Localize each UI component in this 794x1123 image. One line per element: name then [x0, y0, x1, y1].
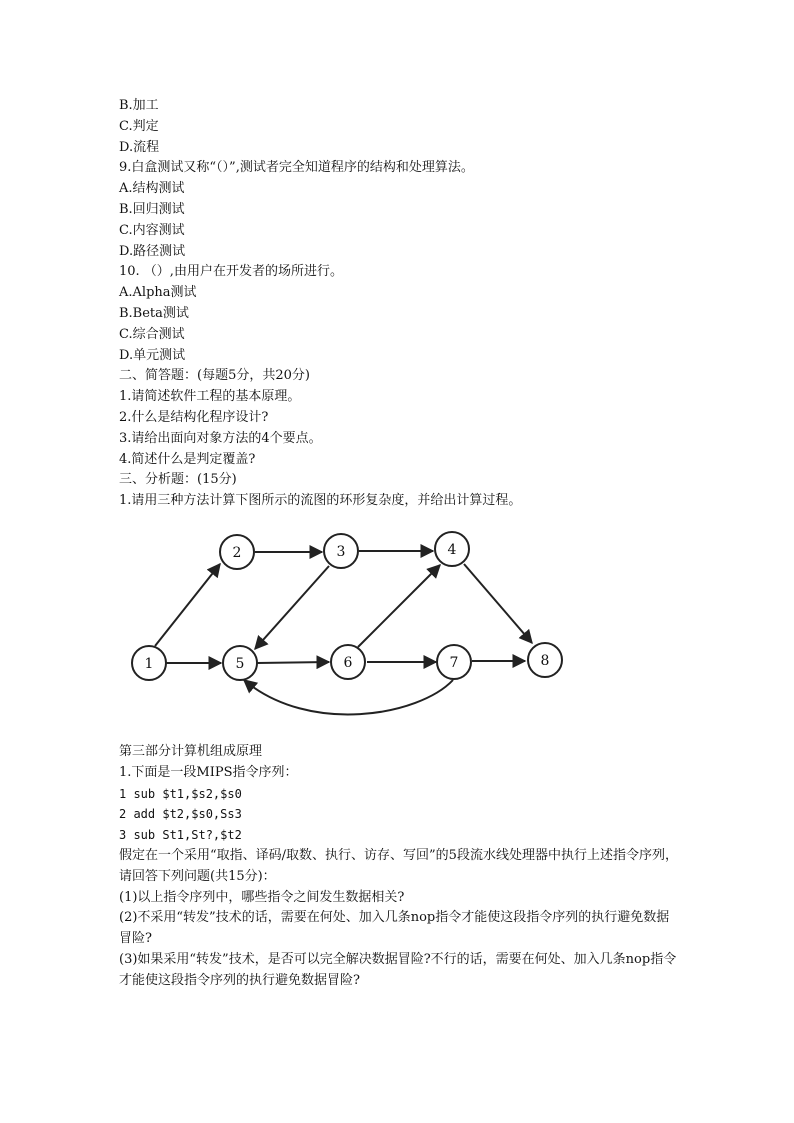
short-answer-1: 1.请简述软件工程的基本原理。 — [119, 389, 301, 405]
node-label-3: 3 — [336, 543, 346, 560]
short-answer-3: 3.请给出面向对象方法的4个要点。 — [119, 430, 322, 446]
edge-6-4 — [358, 565, 440, 647]
option-b: B.回归测试 — [119, 201, 185, 217]
subquestion-1: (1)以上指令序列中，哪些指令之间发生数据相关? — [119, 889, 405, 905]
question-9: 9.白盒测试又称“（）”,测试者完全知道程序的结构和处理算法。 — [119, 160, 474, 176]
edge-4-8 — [464, 564, 532, 643]
node-label-1: 1 — [144, 655, 154, 672]
option-b: B.加工 — [119, 98, 159, 113]
option-a: A.Alpha测试 — [119, 285, 197, 301]
option-c: C.综合测试 — [119, 326, 185, 342]
code-line-2: 2 add $t2,$s0,Ss3 — [119, 807, 242, 822]
subquestion-2: (2)不采用“转发”技术的话，需要在何处、加入几条nop指令才能使这段指令序列的执行避免数据冒险? — [119, 910, 670, 947]
code-line-3: 3 sub St1,St?,$t2 — [119, 828, 242, 843]
edge-1-2 — [155, 564, 220, 646]
section-heading-analysis: 三、分析题：(15分) — [119, 472, 237, 488]
option-d: D.单元测试 — [119, 347, 186, 363]
option-c: C.内容测试 — [119, 222, 185, 238]
question-10: 10. （）,由用户在开发者的场所进行。 — [119, 264, 343, 280]
subquestion-3: (3)如果采用“转发”技术，是否可以完全解决数据冒险?不行的话，需要在何处、加入几条nop指令才能使这段指令序列的执行避免数据冒险? — [119, 951, 677, 988]
edge-5-6 — [257, 662, 329, 663]
pipeline-paragraph: 假定在一个采用“取指、译码/取数、执行、访存、写回”的5段流水线处理器中执行上述指令序列，请回答下列问题(共15分)： — [119, 847, 678, 884]
node-label-4: 4 — [447, 541, 457, 558]
part-title: 第三部分计算机组成原理 — [119, 743, 263, 759]
option-a: A.结构测试 — [119, 181, 185, 197]
option-d: D.路径测试 — [119, 243, 186, 259]
node-label-5: 5 — [235, 655, 245, 672]
part-three — [119, 742, 679, 992]
short-answer-2: 2.什么是结构化程序设计? — [119, 409, 269, 425]
mips-intro: 1.下面是一段MIPS指令序列： — [119, 764, 298, 780]
node-label-8: 8 — [540, 652, 550, 669]
section-heading-short-answer: 二、简答题：(每题5分，共20分) — [119, 368, 310, 384]
document-body — [119, 96, 679, 992]
question-block — [119, 96, 679, 512]
edge-3-5 — [255, 566, 329, 649]
node-label-2: 2 — [232, 544, 242, 561]
option-c: C.判定 — [119, 118, 159, 134]
analysis-question-1: 1.请用三种方法计算下图所示的流图的环形复杂度，并给出计算过程。 — [119, 493, 522, 509]
code-line-1: 1 sub $t1,$s2,$s0 — [119, 786, 242, 801]
edge-7-5 — [244, 680, 453, 714]
option-b: B.Beta测试 — [119, 305, 189, 321]
node-label-6: 6 — [343, 654, 353, 671]
node-label-7: 7 — [449, 654, 459, 671]
option-d: D.流程 — [119, 139, 160, 155]
short-answer-4: 4.简述什么是判定覆盖? — [119, 451, 256, 467]
flow-graph — [119, 520, 591, 736]
